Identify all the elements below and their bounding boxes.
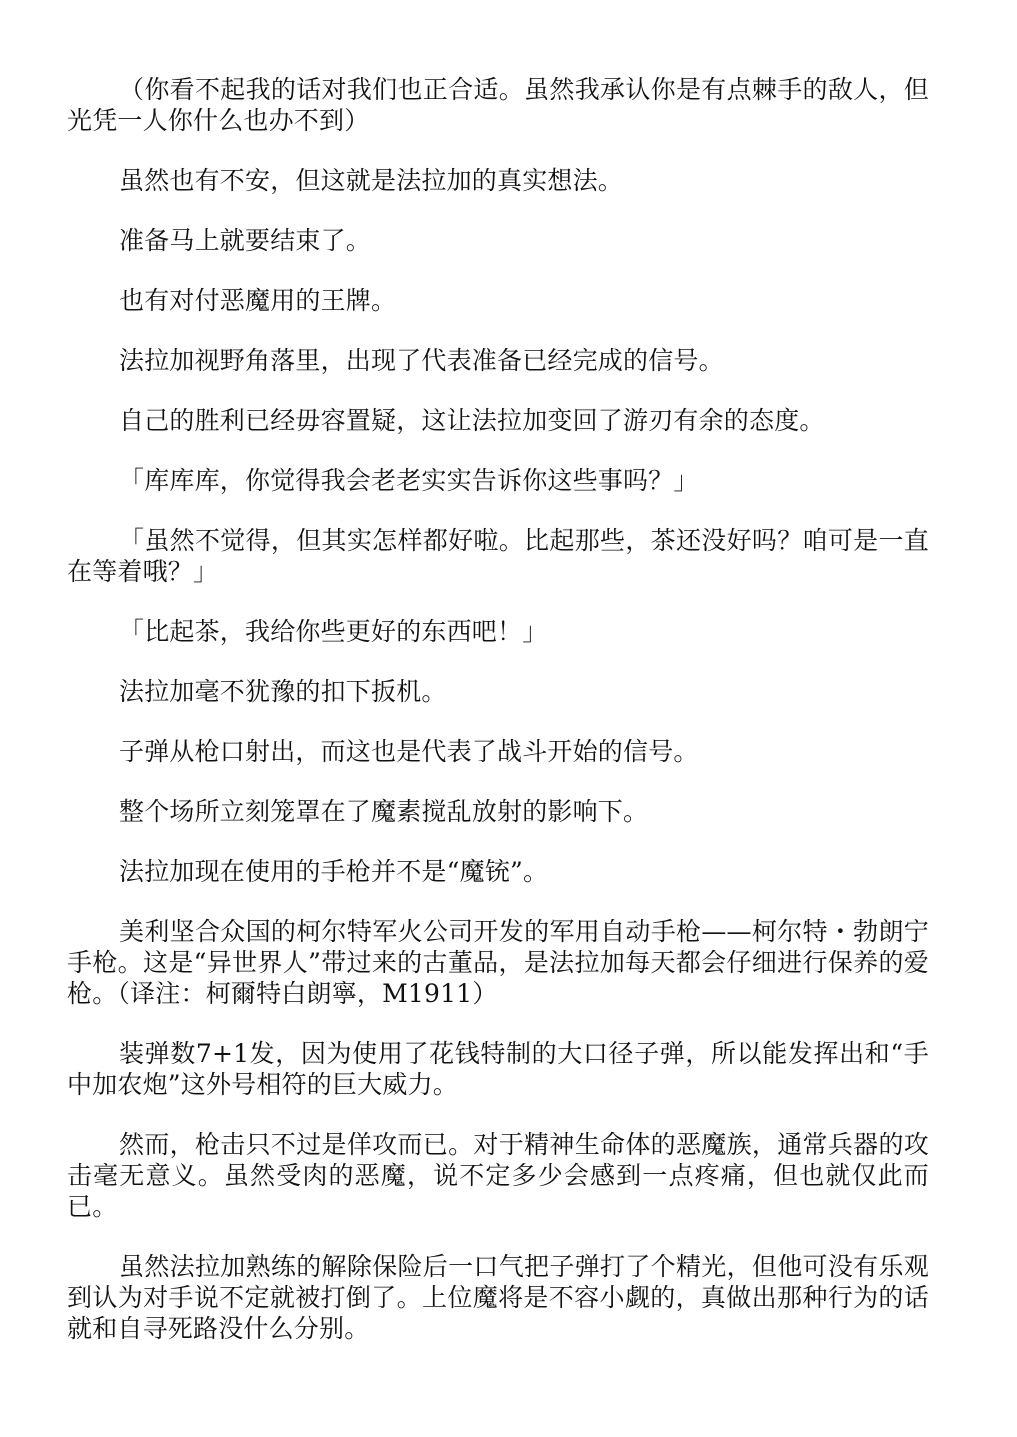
paragraph: 也有对付恶魔用的王牌。 xyxy=(119,286,397,315)
paragraph: 法拉加毫不犹豫的扣下扳机。 xyxy=(119,677,447,706)
paragraph: 子弹从枪口射出，而这也是代表了战斗开始的信号。 xyxy=(119,737,699,766)
paragraph: 装弹数7+1发，因为使用了花钱特制的大口径子弹，所以能发挥出和“手中加农炮”这外号相符的巨大威力。 xyxy=(67,1039,929,1099)
paragraph: 虽然也有不安，但这就是法拉加的真实想法。 xyxy=(119,166,624,195)
paragraph: 法拉加现在使用的手枪并不是“魔铳”。 xyxy=(119,857,549,886)
paragraph: 准备马上就要结束了。 xyxy=(119,226,372,255)
paragraph: （你看不起我的话对我们也正合适。虽然我承认你是有点棘手的敌人，但光凭一人你什么也办不到） xyxy=(67,75,929,135)
paragraph: 自己的胜利已经毋容置疑，这让法拉加变回了游刃有余的态度。 xyxy=(119,406,825,435)
paragraph: 法拉加视野角落里，出现了代表准备已经完成的信号。 xyxy=(119,346,724,375)
paragraph: 「虽然不觉得，但其实怎样都好啦。比起那些，茶还没好吗？咱可是一直在等着哦？」 xyxy=(67,526,929,586)
paragraph: 然而，枪击只不过是佯攻而已。对于精神生命体的恶魔族，通常兵器的攻击毫无意义。虽然受肉的恶魔，说不定多少会感到一点疼痛，但也就仅此而已。 xyxy=(67,1130,929,1221)
paragraph: 美利坚合众国的柯尔特军火公司开发的军用自动手枪——柯尔特・勃朗宁手枪。这是“异世界人”带过来的古董品，是法拉加每天都会仔细进行保养的爱枪。（译注：柯爾特白朗寧，M1911） xyxy=(67,917,929,1008)
paragraph: 「比起茶，我给你些更好的东西吧！」 xyxy=(119,617,548,646)
paragraph: 「库库库，你觉得我会老老实实告诉你这些事吗？」 xyxy=(119,466,699,495)
paragraph: 虽然法拉加熟练的解除保险后一口气把子弹打了个精光，但他可没有乐观到认为对手说不定就被打倒了。上位魔将是不容小觑的，真做出那种行为的话就和自寻死路没什么分别。 xyxy=(67,1252,929,1343)
document-page xyxy=(67,74,929,1373)
paragraph: 整个场所立刻笼罩在了魔素搅乱放射的影响下。 xyxy=(119,797,649,826)
